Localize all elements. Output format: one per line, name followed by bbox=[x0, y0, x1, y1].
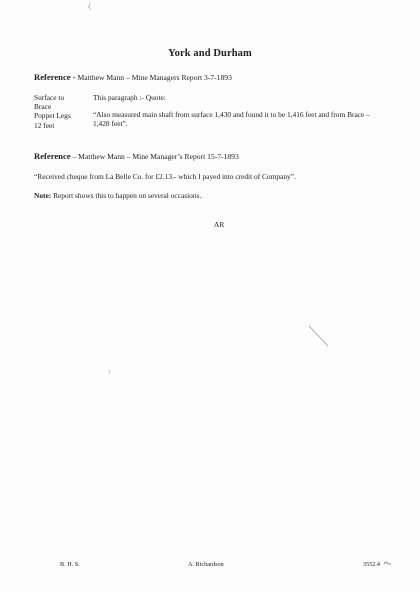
margin-note-line: Brace bbox=[34, 102, 52, 112]
margin-note-line: 12 feet bbox=[34, 120, 55, 130]
quote-cheque: “Received cheque from La Belle Co. for £2.13.- which I payed into credit of Company”. bbox=[34, 172, 296, 181]
scan-speck-icon bbox=[88, 2, 91, 10]
note-text: Report shows this to happen on several occasions. bbox=[51, 191, 202, 200]
footer-center: A. Richardson bbox=[188, 561, 224, 568]
reference-label-2: Reference bbox=[34, 151, 71, 161]
reference-text-1: Matthew Mann – Mine Managers Report 3-7-1893 bbox=[77, 73, 232, 82]
footer-scribble-icon bbox=[384, 562, 391, 564]
quote-shaft-measurement: “Also measured main shaft from surface 1,430 and found it to be 1,416 feet and from Brace – 1,428 feet”. bbox=[93, 110, 370, 129]
reference-label-1: Reference - bbox=[34, 72, 76, 82]
scan-scratch-icon bbox=[309, 326, 328, 346]
note-label: Note: bbox=[34, 191, 52, 200]
footer-left: B. H. S. bbox=[60, 561, 80, 568]
paragraph-label: This paragraph :- Quote: bbox=[93, 93, 166, 102]
margin-note-line: Poppet Legs bbox=[34, 111, 71, 121]
footer-right: 3552.4 bbox=[363, 561, 381, 568]
author-initials: AR bbox=[214, 220, 225, 229]
reference-text-2: – Matthew Mann – Mine Manager’s Report 15-7-1893 bbox=[72, 152, 239, 161]
scan-dot-icon bbox=[109, 370, 110, 373]
document-title: York and Durham bbox=[168, 48, 252, 59]
margin-note-line: Surface to bbox=[34, 93, 65, 102]
